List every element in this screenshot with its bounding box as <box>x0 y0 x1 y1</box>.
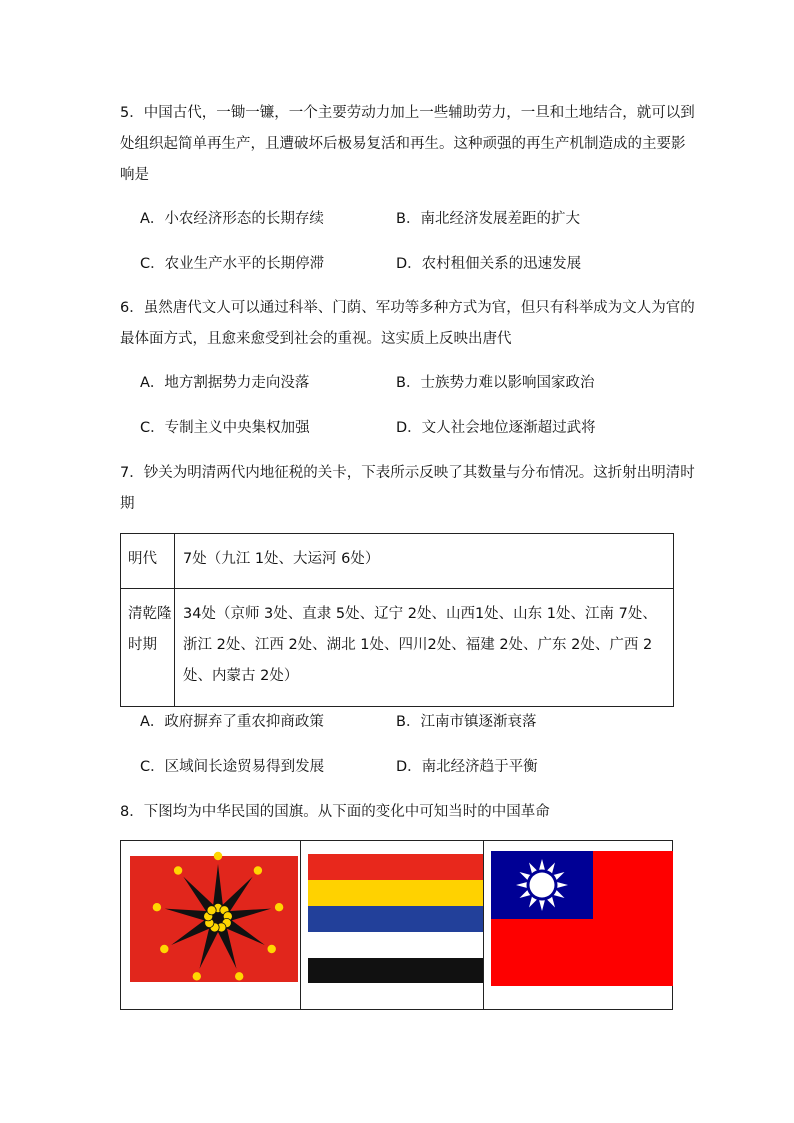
q5-stem-line-1: 5．中国古代，一锄一镰，一个主要劳动力加上一些辅助劳力，一旦和土地结合，就可以到 <box>120 105 695 121</box>
q5-option-a: A．小农经济形态的长期存续 <box>140 211 324 227</box>
table-cell-era-ming: 明代 <box>121 534 175 589</box>
q5-option-c: C．农业生产水平的长期停滞 <box>140 256 325 272</box>
flag-cell-1 <box>121 841 299 1009</box>
q8-stem: 8．下图均为中华民国的国旗。从下面的变化中可知当时的中国革命 <box>120 804 550 820</box>
table-row <box>121 589 674 707</box>
q5-option-b: B．南北经济发展差距的扩大 <box>396 211 580 227</box>
table-row <box>121 534 674 589</box>
q6-option-c: C．专制主义中央集权加强 <box>140 420 310 436</box>
q5-stem-line-2: 处组织起简单再生产，且遭破坏后极易复活和再生。这种顽强的再生产机制造成的主要影 <box>120 136 686 152</box>
q5-stem-line-3: 响是 <box>120 167 149 183</box>
q7-stem-line-1: 7．钞关为明清两代内地征税的关卡，下表所示反映了其数量与分布情况。这折射出明清时 <box>120 465 695 481</box>
q6-stem-line-1: 6．虽然唐代文人可以通过科举、门荫、军功等多种方式为官，但只有科举成为文人为官的 <box>120 300 695 316</box>
flag-cell-2 <box>300 841 484 1009</box>
table-cell-count-ming: 7处（九江 1处、大运河 6处） <box>175 534 674 589</box>
table-cell-count-qianlong: 34处（京师 3处、直隶 5处、辽宁 2处、山西1处、山东 1处、江南 7处、浙江 2处、江西 2处、湖北 1处、四川2处、福建 2处、广东 2处、广西 2处、内蒙古 2处） <box>175 589 674 707</box>
flag-cell-3 <box>483 841 673 1009</box>
q5-option-d: D．农村租佃关系的迅速发展 <box>396 256 582 272</box>
flag-image-table <box>120 840 673 1010</box>
q6-stem-line-2: 最体面方式，且愈来愈受到社会的重视。这实质上反映出唐代 <box>120 331 512 347</box>
q7-stem-line-2: 期 <box>120 496 135 512</box>
iron-blood-star-flag <box>121 841 299 1009</box>
table-cell-era-qianlong: 清乾隆时期 <box>121 589 175 707</box>
q7-option-d: D．南北经济趋于平衡 <box>396 759 538 775</box>
q6-option-b: B．士族势力难以影响国家政治 <box>396 375 595 391</box>
five-colored-flag <box>301 841 484 1009</box>
q7-option-c: C．区域间长途贸易得到发展 <box>140 759 325 775</box>
q6-option-a: A．地方割据势力走向没落 <box>140 375 310 391</box>
q7-customs-table <box>120 533 674 707</box>
q7-option-b: B．江南市镇逐渐衰落 <box>396 714 537 730</box>
q7-option-a: A．政府摒弃了重农抑商政策 <box>140 714 324 730</box>
q6-option-d: D．文人社会地位逐渐超过武将 <box>396 420 596 436</box>
blue-sky-white-sun-flag <box>484 841 673 1009</box>
